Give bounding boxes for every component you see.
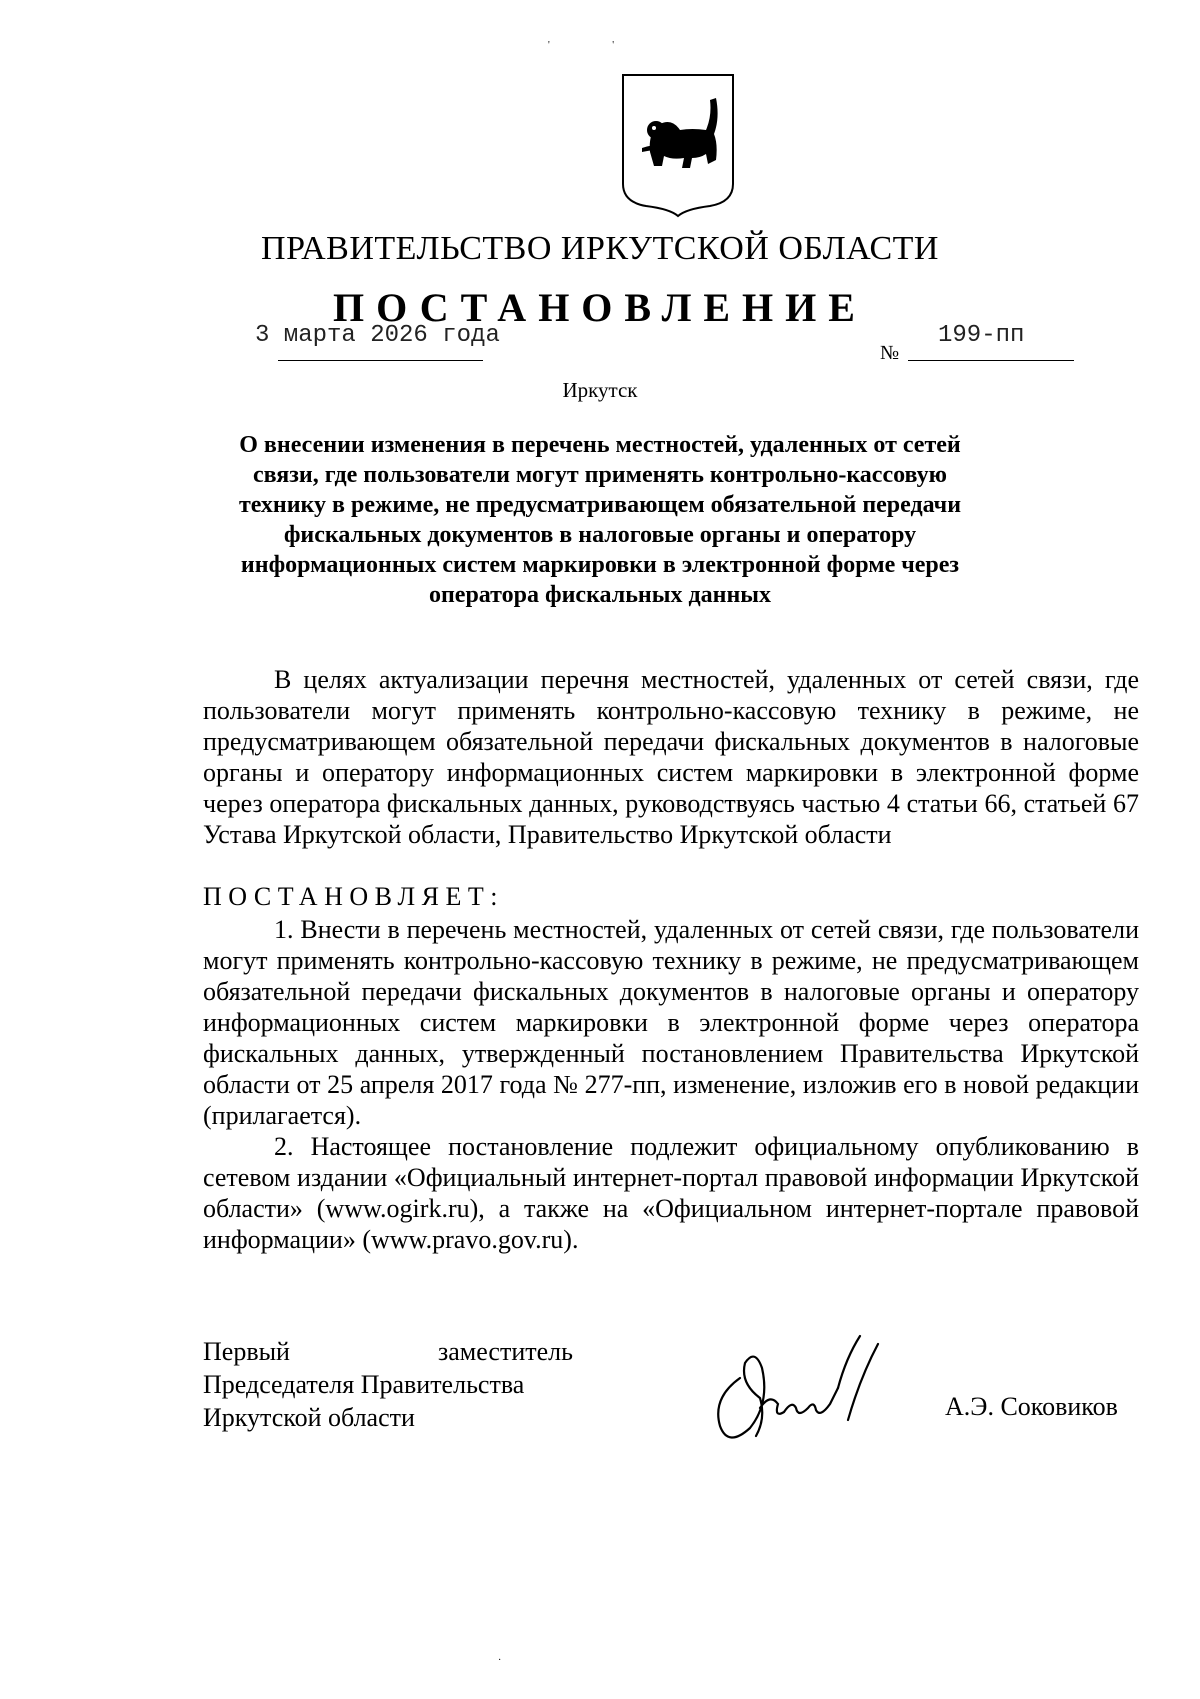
government-name: ПРАВИТЕЛЬСТВО ИРКУТСКОЙ ОБЛАСТИ [261, 230, 939, 267]
items-section [203, 914, 1139, 1255]
item-2: 2. Настоящее постановление подлежит официальному опубликованию в сетевом издании «Официальный интернет-портал правовой информации Иркутской области» (www.ogirk.ru), а также на «Официальном интернет-портале правовой информации» (www.pravo.gov.ru). [203, 1132, 1139, 1254]
document-number: 199-пп [938, 322, 1025, 349]
signer-name: А.Э. Соковиков [945, 1392, 1118, 1421]
scan-mark-bottom: · [498, 1655, 502, 1666]
city: Иркутск [562, 378, 638, 402]
position-word-2: заместитель [437, 1337, 573, 1366]
scan-marks: ' ' [548, 40, 645, 51]
resolves-heading: ПОСТАНОВЛЯЕТ: [203, 882, 504, 911]
position-word-1: Первый [203, 1337, 290, 1366]
date-underline [278, 360, 483, 361]
item-1: 1. Внести в перечень местностей, удаленных от сетей связи, где пользователи могут применять контрольно-кассовую технику в режиме, не предусматривающем обязательной передачи фискальных документов в налоговые органы и оператору информационных систем маркировки в электронной форме через оператора фискальных данных, утвержденный постановлением Правительства Иркутской области от 25 апреля 2017 года № 277-пп, изменение, изложив его в новой редакции (прилагается). [203, 915, 1139, 1130]
preamble-paragraph [203, 664, 1139, 850]
position-line-2: Председателя Правительства [203, 1370, 525, 1399]
coat-of-arms-icon [620, 72, 736, 218]
document-subject: О внесении изменения в перечень местностей, удаленных от сетей связи, где пользователи могут применять контрольно-кассовую технику в режиме, не предусматривающем обязательной передачи фискальных документов в налоговые органы и оператору информационных систем маркировки в электронной форме через оператора фискальных данных [238, 432, 962, 608]
position-line-1 [203, 1335, 573, 1368]
document-date: 3 марта 2026 года [255, 322, 500, 349]
document-type: ПОСТАНОВЛЕНИЕ [333, 285, 867, 330]
position-line-3: Иркутской области [203, 1403, 415, 1432]
signatory-position [203, 1335, 573, 1434]
handwritten-signature-icon [700, 1308, 910, 1448]
number-sign: № [880, 342, 900, 364]
preamble-text: В целях актуализации перечня местностей, удаленных от сетей связи, где пользователи могут применять контрольно-кассовую технику в режиме, не предусматривающем обязательной передачи фискальных документов в налоговые органы и оператору информационных систем маркировки в электронной форме через оператора фискальных данных, руководствуясь частью 4 статьи 66, статьей 67 Устава Иркутской области, Правительство Иркутской области [203, 665, 1139, 849]
number-underline [908, 360, 1074, 361]
